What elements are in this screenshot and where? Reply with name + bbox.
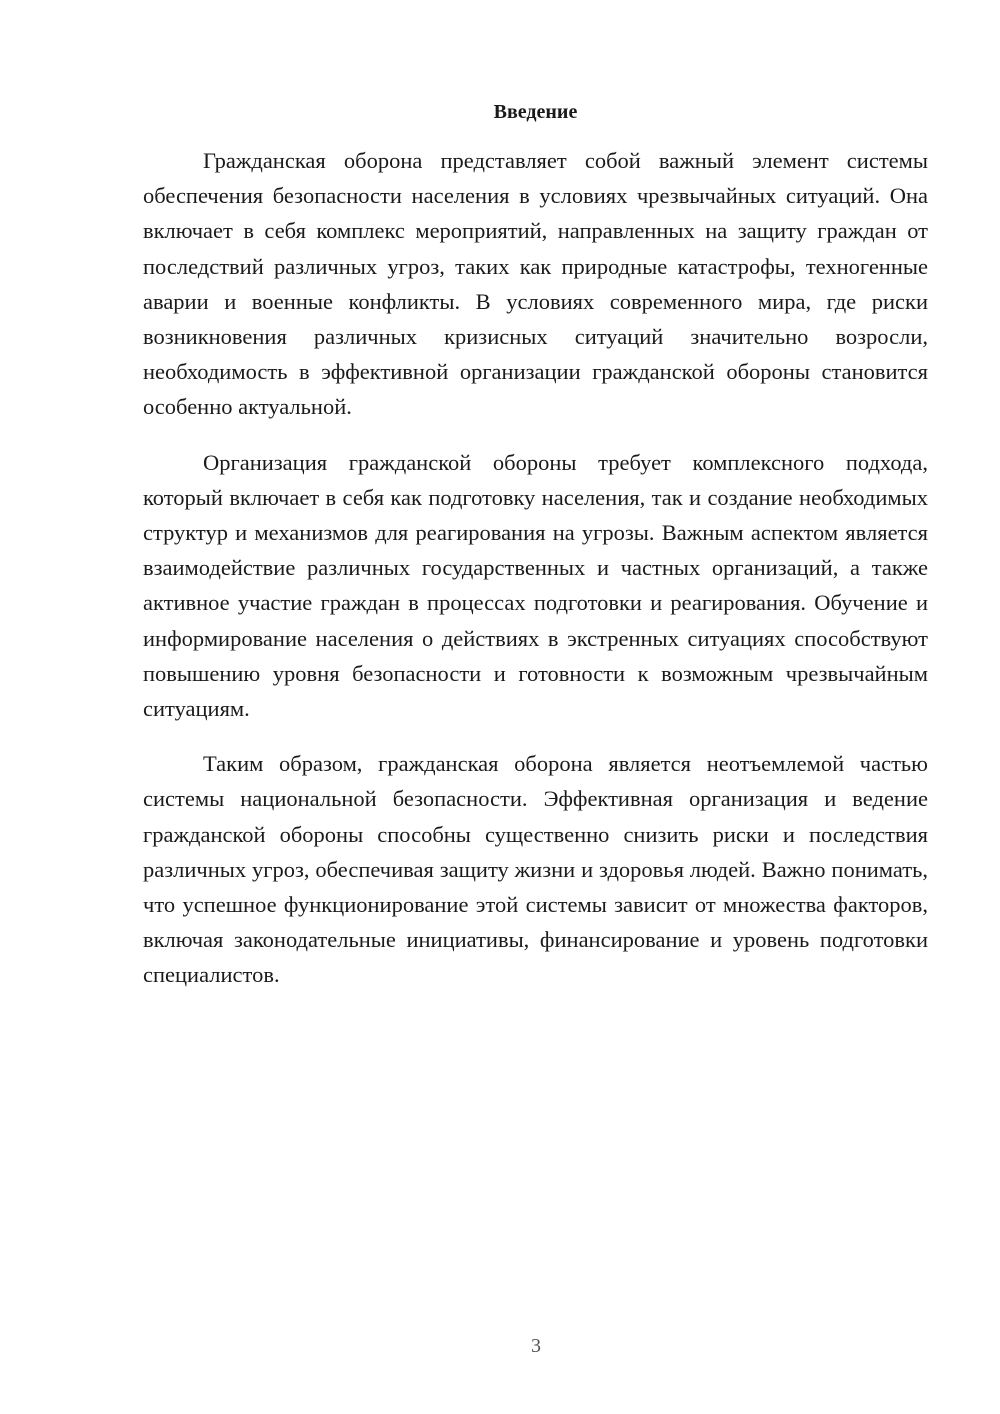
body-text: [143, 143, 928, 1013]
paragraph-2: Организация гражданской обороны требует комплексного подхода, который включает в себя как подготовку населения, так и создание необходимых структур и механизмов для реагирования на угрозы. Важным аспектом является взаимодействие различных государственных и частных организаций, а также активное участие граждан в процессах подготовки и реагирования. Обучение и информирование населения о действиях в экстренных ситуациях способствуют повышению уровня безопасности и готовности к возможным чрезвычайным ситуациям.: [143, 449, 928, 722]
section-title: Введение: [493, 101, 578, 123]
paragraph-1: Гражданская оборона представляет собой важный элемент системы обеспечения безопасности населения в условиях чрезвычайных ситуаций. Она включает в себя комплекс мероприятий, направленных на защиту граждан от последствий различных угроз, таких как природные катастрофы, техногенные аварии и военные конфликты. В условиях современного мира, где риски возникновения различных кризисных ситуаций значительно возросли, необходимость в эффективной организации гражданской обороны становится особенно актуальной.: [143, 148, 928, 420]
page-number: 3: [531, 1335, 541, 1357]
paragraph-3: Таким образом, гражданская оборона является неотъемлемой частью системы национальной безопасности. Эффективная организация и ведение гражданской обороны способны существенно снизить риски и последствия различных угроз, обеспечивая защиту жизни и здоровья людей. Важно понимать, что успешное функционирование этой системы зависит от множества факторов, включая законодательные инициативы, финансирование и уровень подготовки специалистов.: [143, 751, 928, 988]
